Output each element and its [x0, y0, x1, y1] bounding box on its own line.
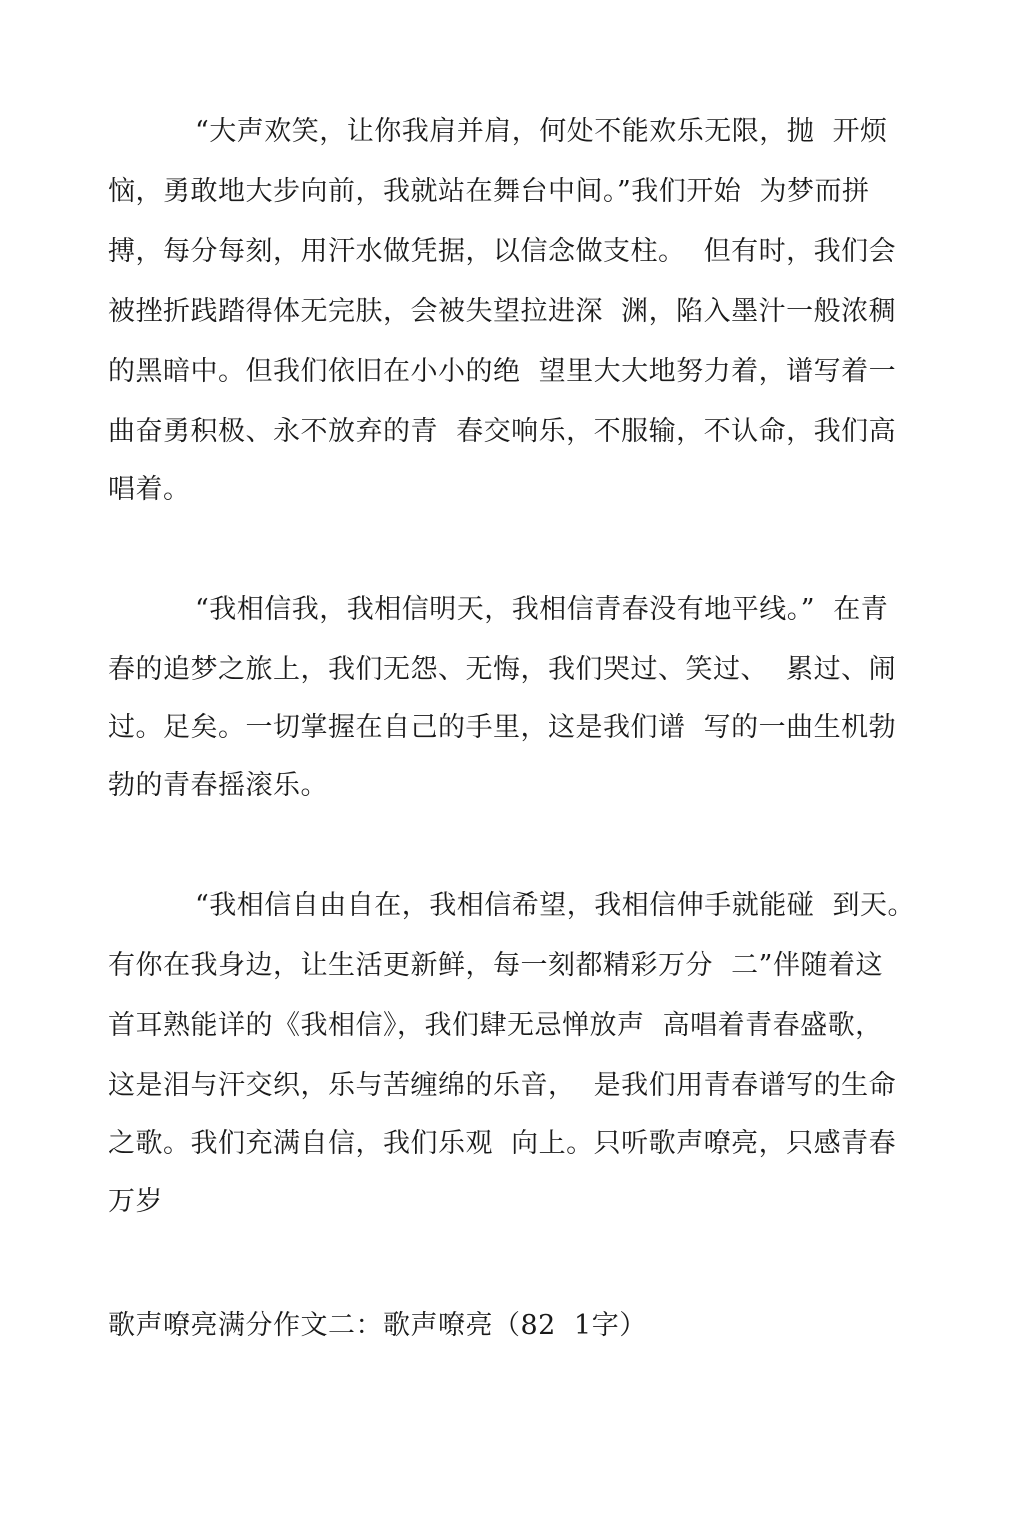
paragraph-2-line-2: 春的追梦之旅上，我们无怨、无悔，我们哭过、笑过、 累过、闹 [108, 654, 897, 685]
paragraph-1-line-4: 被挫折践踏得体无完肤，会被失望拉进深 渊，陷入墨汁一般浓稠 [108, 296, 897, 327]
paragraph-3-line-6: 万岁 [108, 1186, 163, 1217]
paragraph-1-line-2: 恼，勇敢地大步向前，我就站在舞台中间。”我们开始 为梦而拼 [108, 176, 870, 207]
section-heading: 歌声嘹亮满分作文二：歌声嘹亮（82 1字） [108, 1310, 647, 1341]
paragraph-3-line-4: 这是泪与汗交织，乐与苦缠绵的乐音， 是我们用青春谱写的生命 [108, 1070, 897, 1101]
paragraph-2-line-4: 勃的青春摇滚乐。 [108, 770, 328, 801]
paragraph-3-line-3: 首耳熟能详的《我相信》，我们肆无忌惮放声 高唱着青春盛歌， [108, 1010, 883, 1041]
paragraph-1-line-7: 唱着。 [108, 474, 191, 505]
paragraph-1-line-3: 搏，每分每刻，用汗水做凭据，以信念做支柱。 但有时，我们会 [108, 236, 897, 267]
paragraph-2-line-3: 过。足矣。一切掌握在自己的手里，这是我们谱 写的一曲生机勃 [108, 712, 897, 743]
paragraph-3-line-1: “我相信自由自在，我相信希望，我相信伸手就能碰 到天。 [195, 890, 915, 921]
paragraph-1-line-6: 曲奋勇积极、永不放弃的青 春交响乐，不服输，不认命，我们高 [108, 416, 897, 447]
paragraph-3-line-5: 之歌。我们充满自信，我们乐观 向上。只听歌声嘹亮，只感青春 [108, 1128, 897, 1159]
paragraph-3-line-2: 有你在我身边，让生活更新鲜，每一刻都精彩万分 二”伴随着这 [108, 950, 883, 981]
paragraph-2-line-1: “我相信我，我相信明天，我相信青春没有地平线。” 在青 [195, 594, 889, 625]
paragraph-1-line-5: 的黑暗中。但我们依旧在小小的绝 望里大大地努力着，谱写着一 [108, 356, 897, 387]
paragraph-1-line-1: “大声欢笑，让你我肩并肩，何处不能欢乐无限，抛 开烦 [195, 116, 888, 147]
